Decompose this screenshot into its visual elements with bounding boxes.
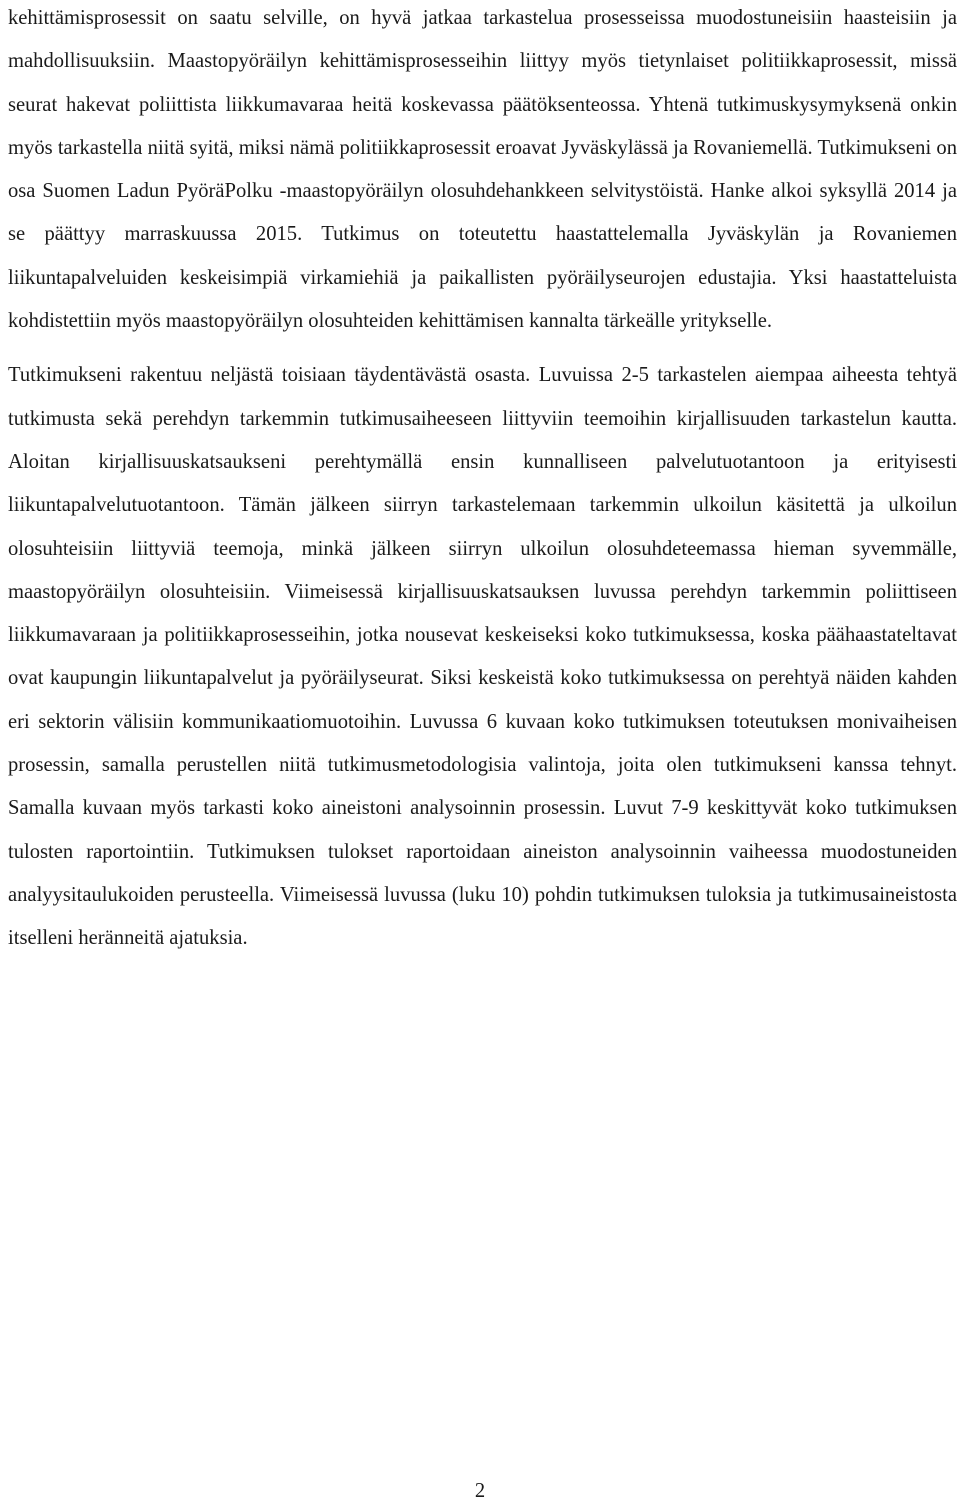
document-page [8,0,957,961]
page-number: 2 [474,1480,486,1502]
body-paragraph-1: kehittämisprosessit on saatu selville, on hyvä jatkaa tarkastelua prosesseissa muodostuneisiin haasteisiin ja mahdollisuuksiin. Maastopyöräilyn kehittämisprosesseihin liittyy myös tietynlaiset politiikkaprosessit, missä seurat hakevat poliittista liikkumavaraa heitä koskevassa päätöksenteossa. Yhtenä tutkimuskysymyksenä onkin myös tarkastella niitä syitä, miksi nämä politiikkaprosessit eroavat Jyväskylässä ja Rovaniemellä. Tutkimukseni on osa Suomen Ladun PyöräPolku -maastopyöräilyn olosuhdehankkeen selvitystöistä. Hanke alkoi syksyllä 2014 ja se päättyy marraskuussa 2015. Tutkimus on toteutettu haastattelemalla Jyväskylän ja Rovaniemen liikuntapalveluiden keskeisimpiä virkamiehiä ja paikallisten pyöräilyseurojen edustajia. Yksi haastatteluista kohdistettiin myös maastopyöräilyn olosuhteiden kehittämisen kannalta tärkeälle yritykselle. [8,7,957,333]
body-paragraph-2: Tutkimukseni rakentuu neljästä toisiaan täydentävästä osasta. Luvuissa 2-5 tarkastelen aiempaa aiheesta tehtyä tutkimusta sekä perehdyn tarkemmin tutkimusaiheeseen liittyviin teemoihin kirjallisuuden tarkastelun kautta. Aloitan kirjallisuuskatsaukseni perehtymällä ensin kunnalliseen palvelutuotantoon ja erityisesti liikuntapalvelutuotantoon. Tämän jälkeen siirryn tarkastelemaan tarkemmin ulkoilun käsitettä ja ulkoilun olosuhteisiin liittyviä teemoja, minkä jälkeen siirryn ulkoilun olosuhdeteemassa hieman syvemmälle, maastopyöräilyn olosuhteisiin. Viimeisessä kirjallisuuskatsauksen luvussa perehdyn tarkemmin poliittiseen liikkumavaraan ja politiikkaprosesseihin, jotka nousevat keskeiseksi koko tutkimuksessa, koska päähaastateltavat ovat kaupungin liikuntapalvelut ja pyöräilyseurat. Siksi keskeistä koko tutkimuksessa on perehtyä näiden kahden eri sektorin välisiin kommunikaatiomuotoihin. Luvussa 6 kuvaan koko tutkimuksen toteutuksen monivaiheisen prosessin, samalla perustellen niitä tutkimusmetodologisia valintoja, joita olen tutkimukseni kanssa tehnyt. Samalla kuvaan myös tarkasti koko aineistoni analysoinnin prosessin. Luvut 7-9 keskittyvät koko tutkimuksen tulosten raportointiin. Tutkimuksen tulokset raportoidaan aineiston analysoinnin vaiheessa muodostuneiden analyysitaulukoiden perusteella. Viimeisessä luvussa (luku 10) pohdin tutkimuksen tuloksia ja tutkimusaineistosta itselleni heränneitä ajatuksia. [8,364,957,950]
